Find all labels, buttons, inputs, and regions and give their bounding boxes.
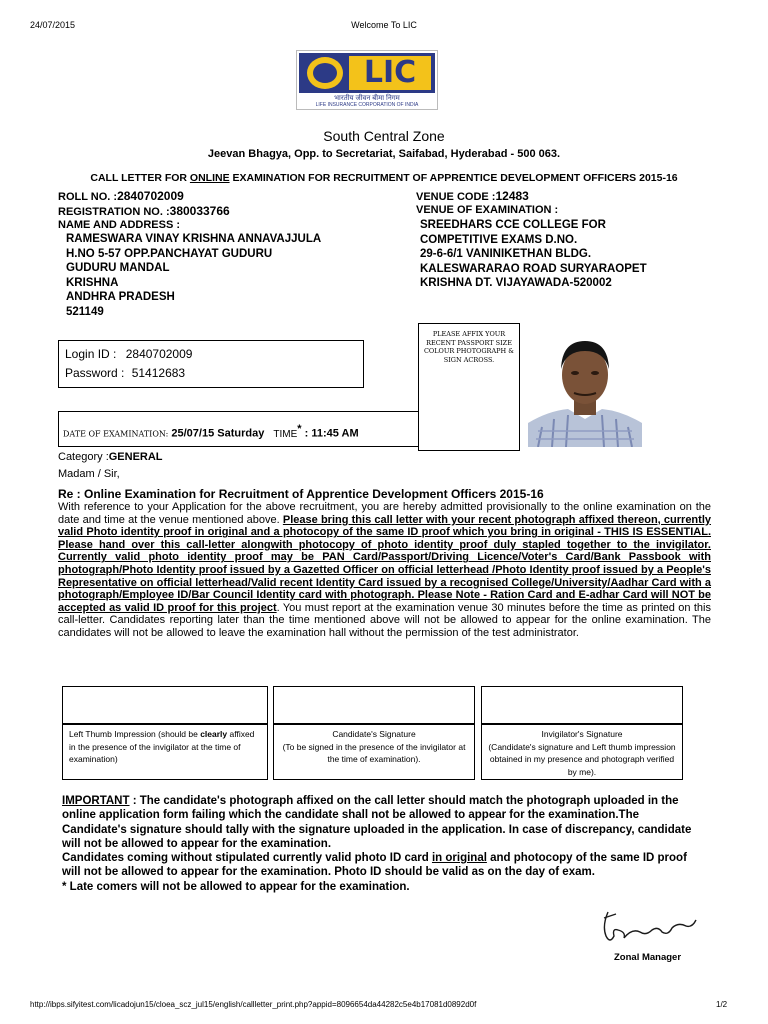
print-url: http://ibps.sifyitest.com/licadojun15/cloea_scz_jul15/english/callletter_print.php?appid=8096654da44282c5e4b17081d0892d0f — [30, 1000, 477, 1009]
exam-time-label: TIME — [273, 428, 298, 440]
roll-no: ROLL NO. :2840702009 — [58, 189, 184, 203]
zone-title: South Central Zone — [323, 128, 445, 144]
print-page-number: 1/2 — [716, 1000, 728, 1009]
print-date: 24/07/2015 — [30, 20, 76, 30]
candidate-signature-caption-box — [273, 724, 475, 780]
exam-date-label: DATE OF EXAMINATION: — [63, 429, 169, 439]
salutation: Madam / Sir, — [58, 468, 120, 480]
exam-date: 25/07/15 Saturday — [171, 427, 265, 440]
venue-code: VENUE CODE :12483 — [416, 189, 529, 203]
venue-address: SREEDHARS CCE COLLEGE FOR COMPETITIVE EXAMS D.NO. 29-6-6/1 VANINIKETHAN BLDG. KALESWARARAO ROAD SURYARAOPET KRISHNA DT. VIJAYAWADA-520002 — [420, 219, 647, 289]
invigilator-signature-box — [481, 686, 683, 724]
lic-emblem-icon — [307, 57, 343, 89]
photo-affix-box — [418, 323, 520, 451]
candidate-address: RAMESWARA VINAY KRISHNA ANNAVAJJULA H.NO 5-57 OPP.PANCHAYAT GUDURU GUDURU MANDAL KRISHNA ANDHRA PRADESH 521149 — [66, 233, 322, 318]
thumb-impression-box — [62, 686, 268, 724]
invigilator-signature-caption-box — [481, 724, 683, 780]
instructions-paragraph: With reference to your Application for the above recruitment, you are hereby admitted provisionally to the online examination on the date and time at the venue mentioned above. Please bring this call letter with your recent photograph affixed thereon, currently valid Photo identity proof in original and a photocopy of the same ID proof which you bring in original - THIS IS ESSENTIAL. Please hand over this call-letter alongwith photocopy of photo identity proof duly stapled together to the invigilator. Currently valid photo identity proof may be PAN Card/Passport/Driving Licence/Voter's Card/Bank Passbook with photograph/Photo Identity proof issued by a Gazetted Officer on official letterhead /Photo Identity proof issued by a People's Representative on official letterhead/Valid recent Identity Card issued by a recognised College/University/Aadhar Card with a photograph/Employee ID/Bar Council Identity card with photograph. Please Note - Ration Card and E-adhar Card will NOT be accepted as valid ID proof for this project. You must report at the examination venue 30 minutes before the time as printed on this call-letter. Candidates reporting later than the time mentioned above will not be allowed to appear for the online examination. The candidates will not be allowed to leave the examination hall without the permission of the test administrator. — [58, 501, 711, 639]
login-credentials-box — [58, 340, 364, 388]
call-letter-title: CALL LETTER FOR ONLINE EXAMINATION FOR RECRUITMENT OF APPRENTICE DEVELOPMENT OFFICERS 2015-16 — [90, 172, 678, 184]
thumb-caption-box — [62, 724, 268, 780]
print-title: Welcome To LIC — [351, 20, 417, 30]
logo-hindi: भारतीय जीवन बीमा निगम — [334, 95, 400, 102]
login-id: Login ID : 2840702009 — [65, 347, 193, 361]
important-notice: IMPORTANT : The candidate's photograph affixed on the call letter should match the photograph uploaded in the online application form failing which the candidate shall not be allowed to appear for the examination.The Candidate's signature should tally with the signature uploaded in the application. In case of discrepancy, candidate will not be allowed to appear for the examination. Candidates coming without stipulated currently valid photo ID card in original and photocopy of the same ID proof will not be allowed to appear for the examination. Photo ID should be valid as on the day of exam. * Late comers will not be allowed to appear for the examination. — [62, 795, 692, 893]
zonal-manager-signature — [596, 906, 700, 948]
subject-line: Re : Online Examination for Recruitment of Apprentice Development Officers 2015-16 — [58, 487, 544, 501]
exam-datetime-box: DATE OF EXAMINATION: 25/07/15 Saturday TIME* : 11:45 AM — [58, 411, 420, 447]
category: Category :GENERAL — [58, 451, 163, 463]
invigilator-signature-note: (Candidate's signature and Left thumb impression obtained in my presence and photograph verified by me). — [488, 741, 676, 777]
signoff: Zonal Manager — [614, 952, 682, 963]
venue-label: VENUE OF EXAMINATION : — [416, 204, 559, 216]
logo-subtitle: LIFE INSURANCE CORPORATION OF INDIA — [315, 102, 419, 108]
exam-time: : 11:45 AM — [304, 427, 359, 440]
thumb-caption: Left Thumb Impression (should be clearly affixed in the presence of the invigilator at the time of examination) — [69, 729, 255, 764]
zone-address: Jeevan Bhagya, Opp. to Secretariat, Saifabad, Hyderabad - 500 063. — [207, 148, 561, 160]
logo-brand: LIC — [349, 56, 431, 90]
photo-instruction: PLEASE AFFIX YOUR RECENT PASSPORT SIZE COLOUR PHOTOGRAPH & SIGN ACROSS. — [423, 330, 515, 364]
candidate-signature-title: Candidate's Signature — [332, 729, 416, 739]
candidate-signature-box — [273, 686, 475, 724]
candidate-signature-note: (To be signed in the presence of the invigilator at the time of examination). — [282, 741, 466, 764]
candidate-photo — [528, 327, 642, 447]
name-address-label: NAME AND ADDRESS : — [58, 219, 181, 231]
lic-logo — [296, 50, 438, 110]
registration-no: REGISTRATION NO. :380033766 — [58, 204, 230, 218]
login-password: Password : 51412683 — [65, 366, 186, 380]
invigilator-signature-title: Invigilator's Signature — [541, 729, 623, 739]
